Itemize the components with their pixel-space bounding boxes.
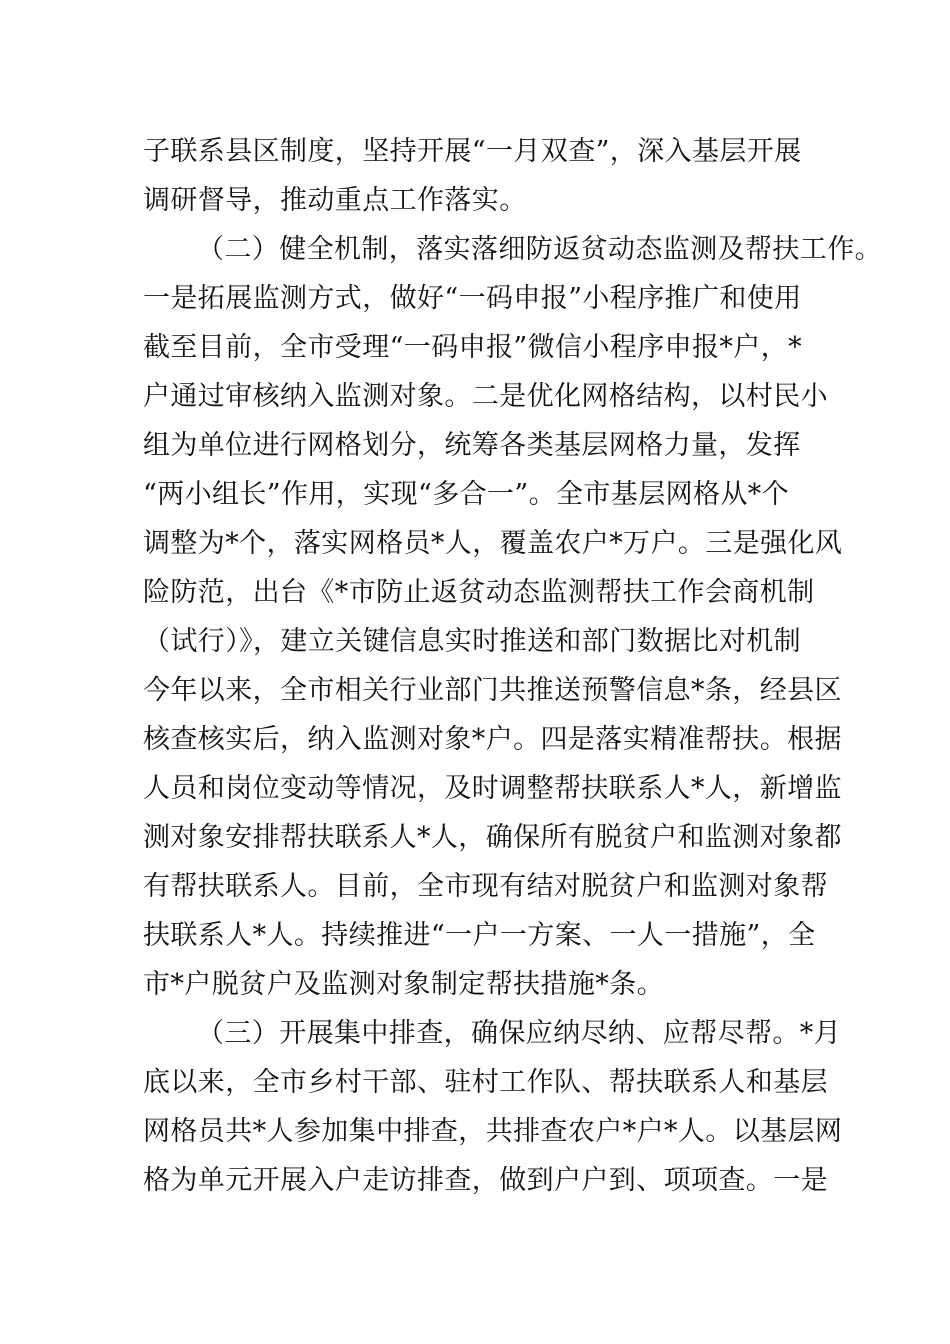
text-line: 今年以来，全市相关行业部门共推送预警信息*条，经县区 [143, 675, 842, 706]
text-line: 截至目前，全市受理“一码申报”微信小程序申报*户，* [143, 332, 803, 363]
text-line: 调研督导，推动重点工作落实。 [143, 185, 527, 216]
text-line: 子联系县区制度，坚持开展“一月双查”，深入基层开展 [143, 136, 802, 167]
text-line: 市*户脱贫户及监测对象制定帮扶措施*条。 [143, 969, 664, 1000]
text-line: “两小组长”作用，实现“多合一”。全市基层网格从*个 [143, 479, 790, 510]
text-line: （试行）》，建立关键信息实时推送和部门数据比对机制 [143, 626, 801, 657]
text-line: 一是拓展监测方式，做好“一码申报”小程序推广和使用 [143, 283, 802, 314]
section-heading: （三）开展集中排查，确保应纳尽纳、应帮尽帮。*月 [197, 1018, 842, 1049]
text-line: 底以来，全市乡村干部、驻村工作队、帮扶联系人和基层 [143, 1067, 828, 1098]
text-line: 扶联系人*人。持续推进“一户一方案、一人一措施”，全 [143, 920, 816, 951]
text-line: 有帮扶联系人。目前，全市现有结对脱贫户和监测对象帮 [143, 871, 828, 902]
text-line: 核查核实后，纳入监测对象*户。四是落实精准帮扶。根据 [143, 724, 842, 755]
text-line: 人员和岗位变动等情况，及时调整帮扶联系人*人，新增监 [143, 773, 842, 804]
section-heading: （二）健全机制，落实落细防返贫动态监测及帮扶工作。 [197, 234, 882, 265]
text-line: 户通过审核纳入监测对象。二是优化网格结构，以村民小 [143, 381, 828, 412]
text-line: 组为单位进行网格划分，统筹各类基层网格力量，发挥 [143, 430, 801, 461]
text-line: 险防范，出台《*市防止返贫动态监测帮扶工作会商机制 [143, 577, 815, 608]
text-line: 调整为*个，落实网格员*人，覆盖农户*万户。三是强化风 [143, 528, 843, 559]
text-line: 格为单元开展入户走访排查，做到户户到、项项查。一是 [143, 1165, 828, 1196]
text-line: 网格员共*人参加集中排查，共排查农户*户*人。以基层网 [143, 1116, 843, 1147]
text-line: 测对象安排帮扶联系人*人，确保所有脱贫户和监测对象都 [143, 822, 842, 853]
